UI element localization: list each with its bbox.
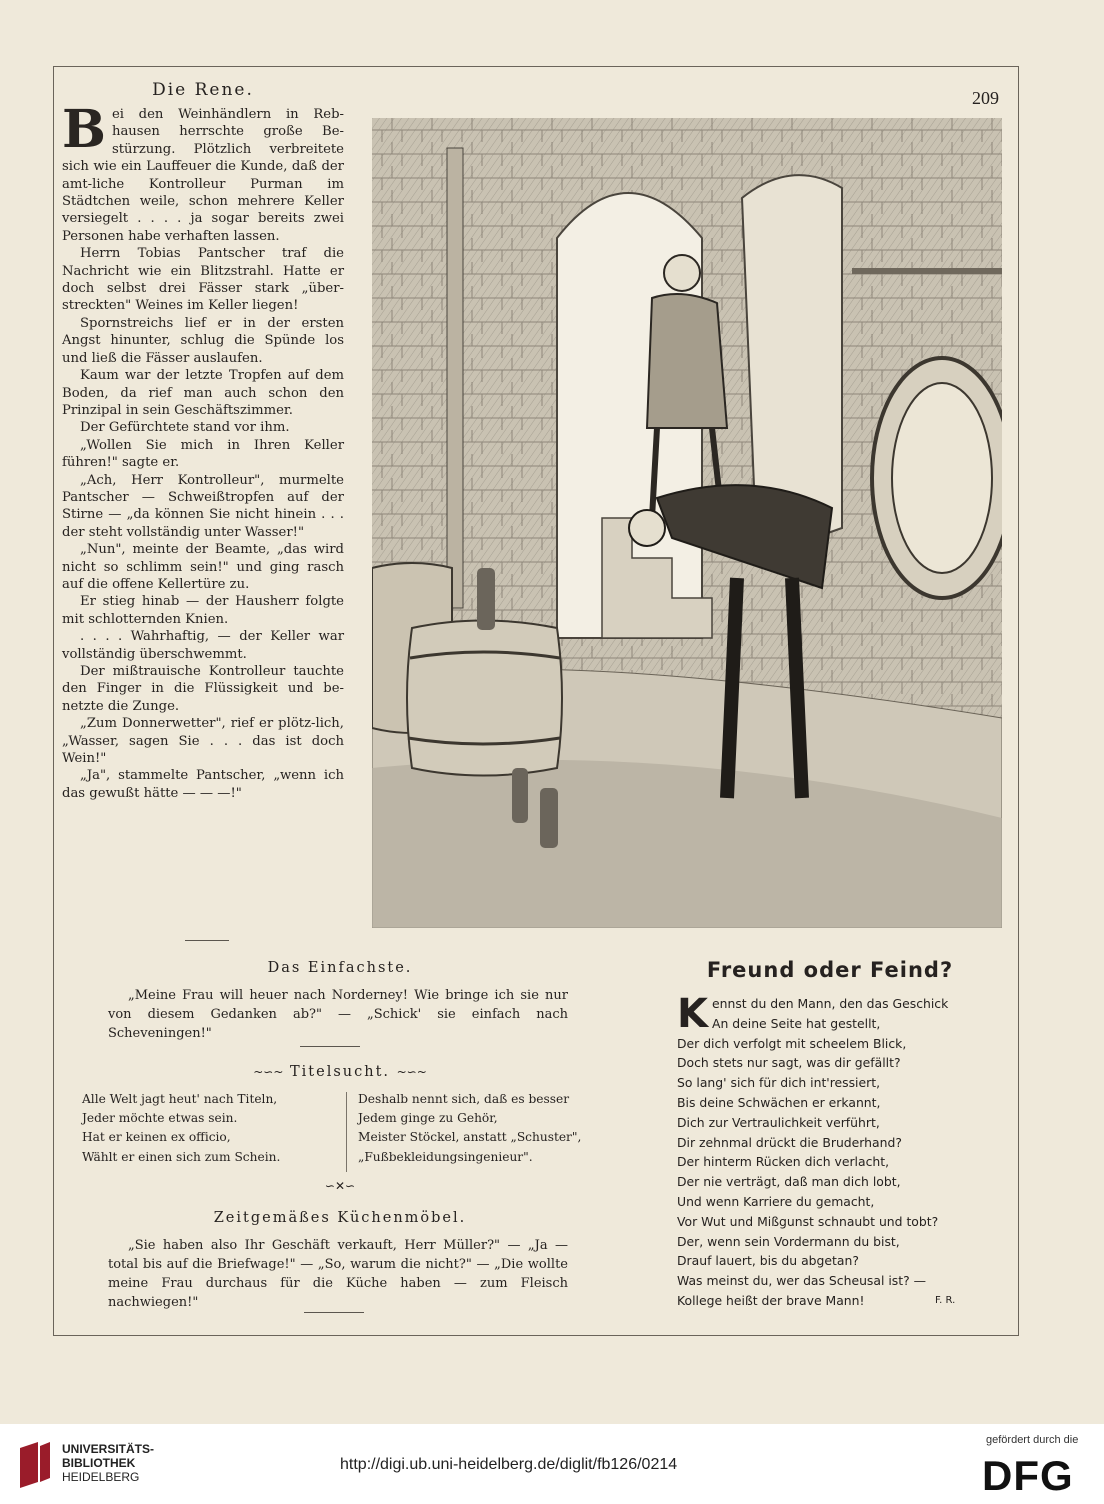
source-url-link[interactable]: http://digi.ub.uni-heidelberg.de/diglit/fb126/0214 <box>340 1456 678 1473</box>
titelsucht-right-verse <box>358 1090 581 1167</box>
story-paragraph: . . . . Wahrhaftig, — der Keller war vollständig überschwemmt. <box>62 629 344 662</box>
titelsucht-title: ~∽~ Titelsucht. ~∽~ <box>253 1064 427 1080</box>
verse-line: Wählt er einen sich zum Schein. <box>82 1149 281 1164</box>
verse-line: Vor Wut und Mißgunst schnaubt und tobt? <box>677 1213 939 1229</box>
page-number: 209 <box>972 88 999 108</box>
story-paragraph: „Ja", stammelte Pantscher, „wenn ich das gewußt hätte — — —!" <box>62 768 344 801</box>
separator-rule <box>185 940 229 941</box>
titelsucht-left-verse <box>82 1090 280 1167</box>
verse-line: Der, wenn sein Vordermann du bist, <box>677 1233 900 1249</box>
verse-line: Dir zehnmal drückt die Bruderhand? <box>677 1134 902 1150</box>
verse-line: Der nie verträgt, daß man dich lobt, <box>677 1174 901 1190</box>
drop-cap: K <box>677 991 708 1037</box>
story-text <box>62 99 344 802</box>
verse-line: Was meinst du, wer das Scheusal ist? — <box>677 1273 927 1289</box>
ornament-divider <box>300 1178 380 1194</box>
ornament-left-icon: ~∽~ <box>253 1065 284 1079</box>
verse-line: Jedem ginge zu Gehör, <box>358 1111 498 1126</box>
verse-line: Bis deine Schwächen er erkannt, <box>677 1094 881 1110</box>
ornament-right-icon: ~∽~ <box>396 1065 427 1079</box>
story-paragraph: „Zum Donnerwetter", rief er plötz-lich, „Wasser, sagen Sie . . . das ist doch Wein!" <box>62 716 344 767</box>
column-divider <box>346 1092 347 1172</box>
einfachste-text: „Meine Frau will heuer nach Norderney! Wie bringe ich sie nur von diesem Gedanken ab?" — „Schick' sie einfach nach Scheveningen!" <box>108 988 568 1041</box>
verse-line: Der hinterm Rücken dich verlacht, <box>677 1154 890 1170</box>
verse-line: Kennst du den Mann, den das Geschick <box>677 991 949 1037</box>
story-title: Die Rene. <box>152 80 254 100</box>
verse-line: Meister Stöckel, anstatt „Schuster", <box>358 1130 582 1145</box>
story-paragraph: Kaum war der letzte Tropfen auf dem Boden, da rief man auch schon den Prinzipal in sein Geschäftszimmer. <box>62 368 344 418</box>
story-paragraph: Herrn Tobias Pantscher traf die Nachricht wie ein Blitzstrahl. Hatte er doch selbst drei Fässer stark „über-streckten" Weines im Keller liegen! <box>62 246 344 314</box>
verse-line: Deshalb nennt sich, daß es besser <box>358 1092 570 1106</box>
university-library-logo-icon <box>14 1438 56 1490</box>
verse-line: Dich zur Vertraulichkeit verführt, <box>677 1114 880 1130</box>
einfachste-title: Das Einfachste. <box>267 960 413 976</box>
story-paragraph: „Ach, Herr Kontrolleur", murmelte Pantscher — Schweißtropfen auf der Stirne — „da können Sie nicht hinein . . . der steht vollständig unter Wasser!" <box>62 472 344 540</box>
verse-line: Alle Welt jagt heut' nach Titeln, <box>82 1092 278 1106</box>
freund-title: Freund oder Feind? <box>706 958 954 982</box>
story-paragraph: „Nun", meinte der Beamte, „das wird nicht so schlimm sein!" und ging rasch auf die offene Kellertüre zu. <box>62 542 344 592</box>
funded-by-label: gefördert durch die <box>986 1434 1079 1446</box>
cellar-illustration <box>372 118 1002 928</box>
story-column <box>62 80 344 802</box>
story-paragraph: Der mißtrauische Kontrolleur tauchte den Finger in die Flüssigkeit und be-netzte die Zunge. <box>62 664 344 714</box>
story-paragraph: Bei den Weinhändlern in Reb-hausen herrschte große Be-stürzung. Plötzlich verbreitete sich wie ein Lauffeuer die Kunde, daß der amt-liche Kontrolleur Purman im Städtchen weile, schon mehrere Keller versiegelt . . . . ja sogar bereits zwei Personen habe verhaften lassen. <box>62 99 344 244</box>
story-paragraph: „Wollen Sie mich in Ihren Keller führen!" sagte er. <box>62 437 344 471</box>
separator-rule <box>304 1312 364 1313</box>
bottle <box>540 788 558 848</box>
verse-line: Und wenn Karriere du gemacht, <box>677 1193 875 1209</box>
drop-cap: B <box>62 99 106 160</box>
verse-line: Drauf lauert, bis du abgetan? <box>677 1253 859 1269</box>
verse-line: So lang' sich für dich int'ressiert, <box>677 1075 881 1091</box>
separator-rule <box>300 1046 360 1047</box>
barrel-front <box>407 621 562 776</box>
drain-pipe <box>447 148 463 608</box>
dfg-logo: DFG <box>982 1452 1074 1499</box>
story-paragraph: Spornstreichs lief er in der ersten Angst hinunter, schlug die Spünde los und ließ die Fässer auslaufen. <box>62 315 344 366</box>
poem-signature: F. R. <box>935 1294 956 1306</box>
story-paragraph: Der Gefürchtete stand vor ihm. <box>80 420 290 436</box>
shelf <box>852 268 1002 274</box>
cask-face <box>892 383 992 573</box>
bottle <box>477 568 495 630</box>
verse-line: Hat er keinen ex officio, <box>82 1130 231 1145</box>
verse-line: Doch stets nur sagt, was dir gefällt? <box>677 1055 901 1071</box>
institution-name: UNIVERSITÄTS- BIBLIOTHEK HEIDELBERG <box>62 1442 155 1484</box>
verse-line: Der dich verfolgt mit scheelem Blick, <box>677 1035 907 1051</box>
verse-line: An deine Seite hat gestellt, <box>712 1015 881 1031</box>
freund-poem <box>677 991 977 1311</box>
verse-line: Jeder möchte etwas sein. <box>82 1111 238 1126</box>
bottle <box>512 768 528 823</box>
story-paragraph: Er stieg hinab — der Hausherr folgte mit schlotternden Knien. <box>62 594 344 627</box>
kuechenmoebel-title: Zeitgemäßes Küchenmöbel. <box>213 1210 467 1226</box>
verse-line: „Fußbekleidungsingenieur". <box>358 1149 533 1164</box>
kuechenmoebel-text: „Sie haben also Ihr Geschäft verkauft, Herr Müller?" — „Ja — total bis auf die Briefwage!" — „So, warum die nicht?" — „Die wollte meine Frau durchaus für die Küche haben — zum Fleisch nachwiegen!" <box>108 1238 568 1310</box>
verse-line: Kollege heißt der brave Mann! F. R. <box>677 1291 977 1311</box>
footer-bar <box>0 1424 1104 1504</box>
ornament-icon: ∽✕∽ <box>324 1179 356 1193</box>
